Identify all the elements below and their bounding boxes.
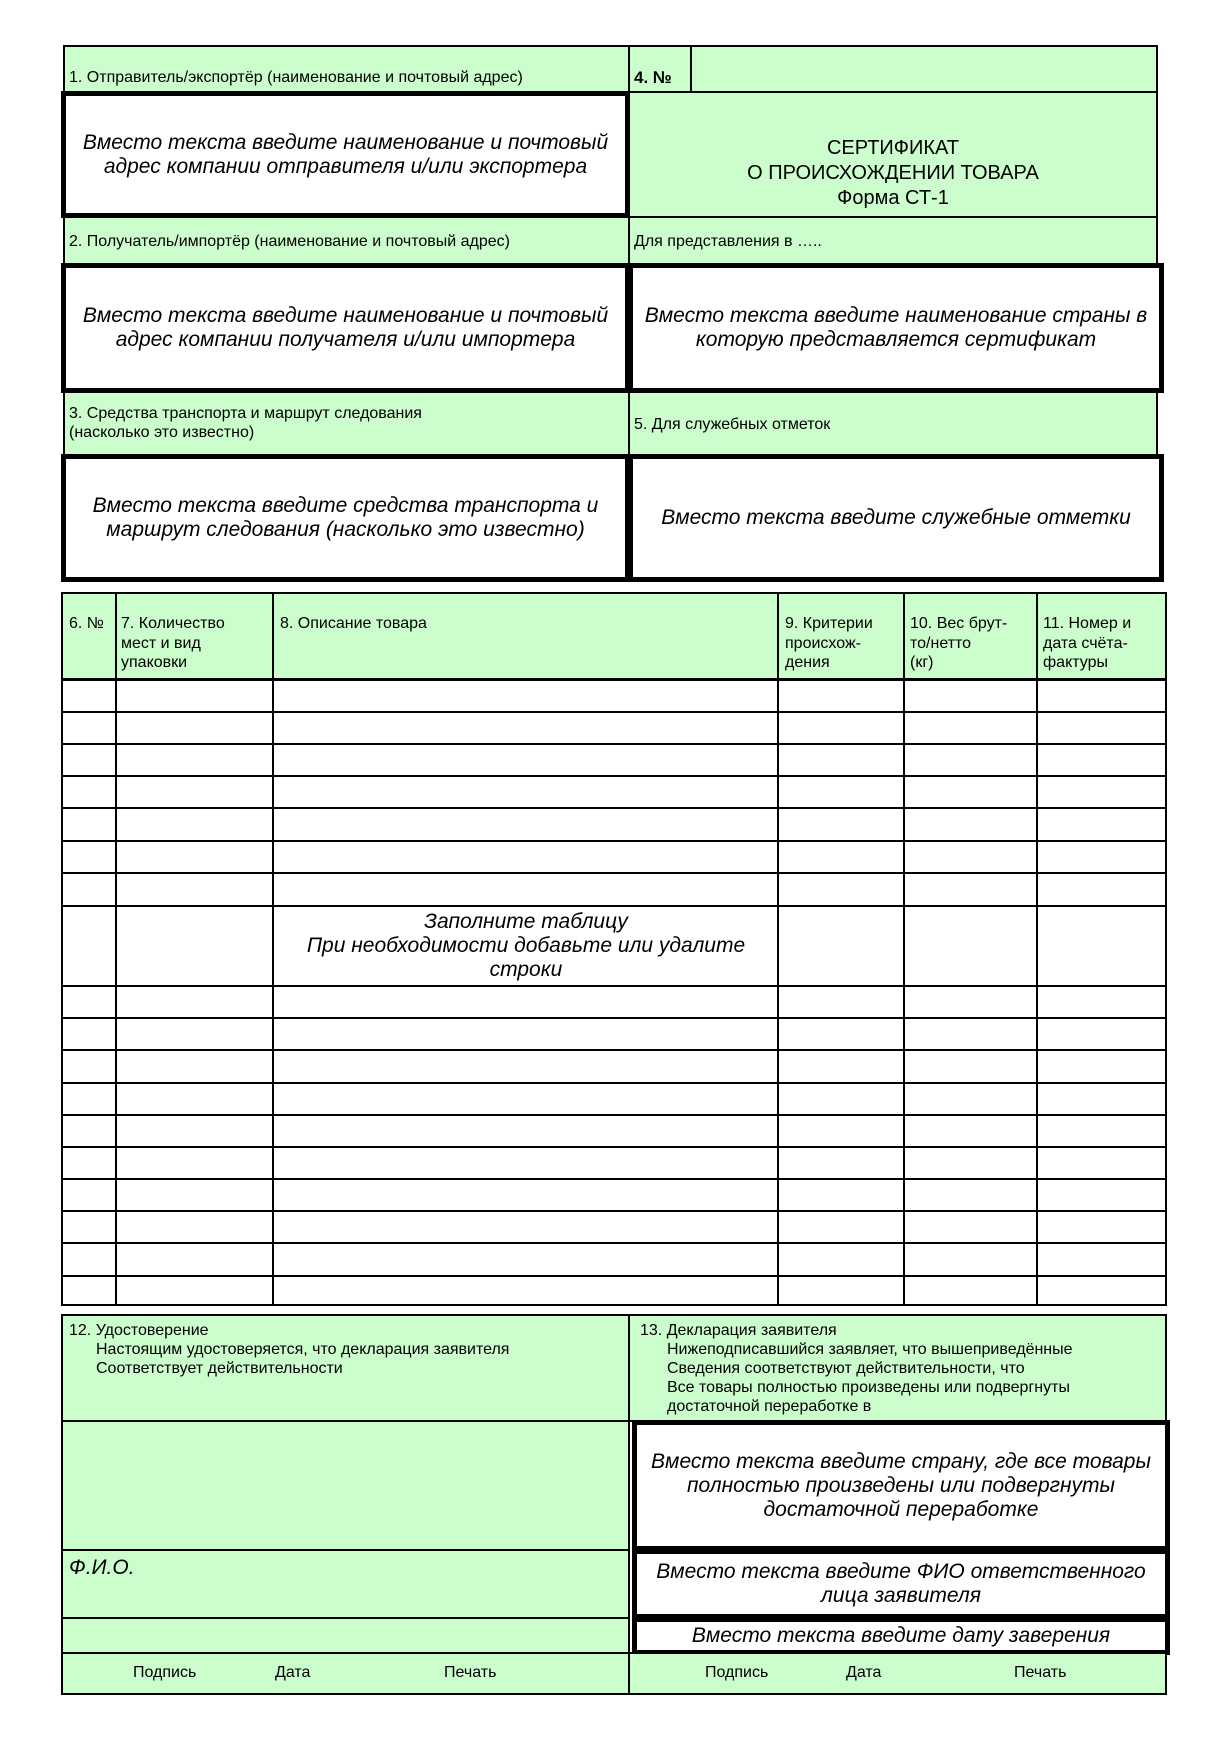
table-row-divider [61,1146,1167,1148]
table-row-divider [61,1178,1167,1180]
box12-text: Настоящим удостоверяется, что декларация заявителя Соответствует действительности [96,1341,510,1377]
country-presentation-placeholder: Вместо текста введите наименование страны в которую представляется сертификат [644,304,1148,351]
applicant-stamp-label: Печать [1014,1664,1067,1681]
table-row-divider [61,743,1167,745]
header-col-invoice: 11. Номер и дата счёта- фактуры [1043,615,1132,671]
service-notes-placeholder: Вместо текста введите служебные отметки [661,506,1131,529]
table-row-divider [61,1242,1167,1244]
table-hint: Заполните таблицу При необходимости добавьте или удалите строки [306,910,746,981]
exporter-placeholder: Вместо текста введите наименование и почтовый адрес компании отправителя и/или экспортера [82,130,609,178]
table-column-divider [1036,592,1038,1306]
table-row-divider [61,1210,1167,1212]
box13-text: Нижеподписавшийся заявляет, что вышеприведённые Сведения соответствуют действительности, что Все товары полностью произведены или подвергнуты достаточной переработке в [667,1341,1073,1415]
header-col-origin-criteria: 9. Критерии происхож- дения [785,615,873,671]
box5-label: 5. Для служебных отметок [634,416,831,433]
header-col-description: 8. Описание товара [280,615,427,632]
presentation-label: Для представления в ….. [634,233,822,250]
table-row-divider [61,872,1167,874]
authority-date-cell[interactable] [61,1617,630,1654]
box12-title: 12. Удостоверение [69,1322,209,1339]
header-col-weight: 10. Вес брут- то/нетто (кг) [910,615,1008,671]
table-row-divider [61,1017,1167,1019]
box3-label: 3. Средства транспорта и маршрут следования (насколько это известно) [69,405,422,441]
authority-fio-cell[interactable] [61,1549,630,1619]
table-row-divider [61,1275,1167,1277]
table-row-divider [61,775,1167,777]
box1-label: 1. Отправитель/экспортёр (наименование и почтовый адрес) [69,69,523,86]
table-row-divider [61,840,1167,842]
certificate-number-field[interactable] [690,45,1158,93]
table-row-divider [61,807,1167,809]
certificate-title: СЕРТИФИКАТ О ПРОИСХОЖДЕНИИ ТОВАРА Форма СТ-1 [747,137,1039,209]
certification-date-placeholder: Вместо текста введите дату заверения [691,1624,1111,1647]
authority-sign-label: Подпись [133,1664,197,1681]
box4-label: 4. № [634,68,672,87]
header-col-packages: 7. Количество мест и вид упаковки [121,615,225,671]
table-row-divider [61,679,1167,681]
box2-label: 2. Получатель/импортёр (наименование и почтовый адрес) [69,233,510,250]
authority-fio-label: Ф.И.О. [69,1556,135,1579]
authority-stamp-area[interactable] [61,1420,630,1551]
header-col-number: 6. № [69,615,104,632]
table-row-divider [61,1049,1167,1051]
box13-title: 13. Декларация заявителя [640,1322,837,1339]
importer-placeholder: Вместо текста введите наименование и почтовый адрес компании получателя и/или импортера [82,304,609,351]
authority-stamp-label: Печать [444,1664,497,1681]
table-row-divider [61,711,1167,713]
applicant-fio-placeholder: Вместо текста введите ФИО ответственного лица заявителя [656,1560,1146,1607]
authority-date-label: Дата [275,1664,311,1681]
table-column-divider [115,592,117,1306]
table-column-divider [903,592,905,1306]
table-row-divider [61,1082,1167,1084]
table-row-divider [61,1114,1167,1116]
applicant-sign-label: Подпись [705,1664,769,1681]
applicant-date-label: Дата [846,1664,882,1681]
origin-country-placeholder: Вместо текста введите страну, где все товары полностью произведены или подвергнуты достаточной переработке [651,1449,1151,1521]
transport-placeholder: Вместо текста введите средства транспорта и маршрут следования (насколько это известно) [92,494,599,541]
